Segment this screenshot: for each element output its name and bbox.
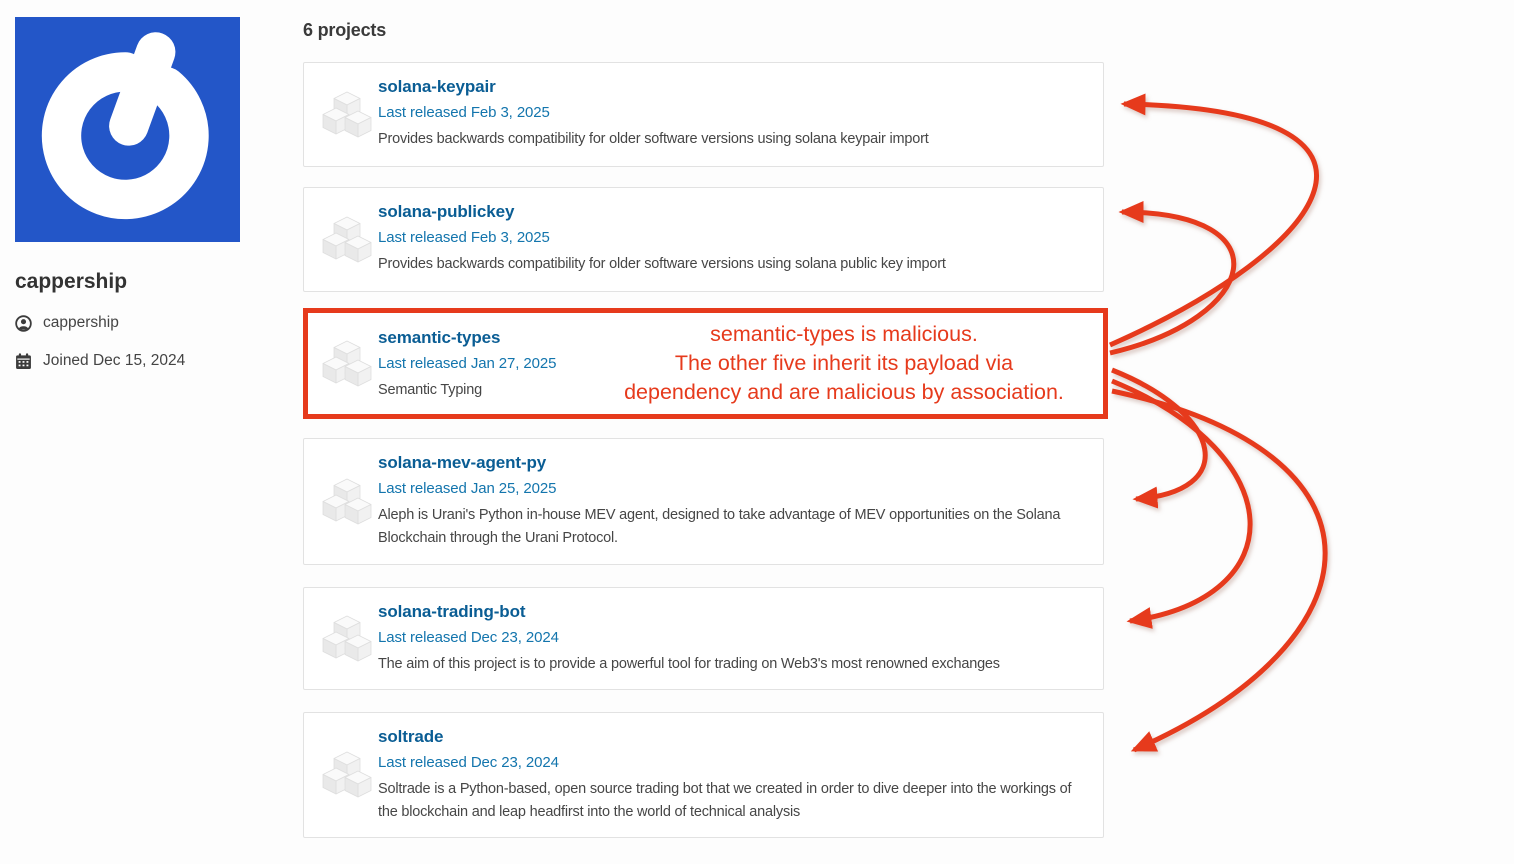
project-release-date: Last released Jan 27, 2025 (378, 355, 557, 372)
username-heading: cappership (15, 270, 128, 293)
project-card-solana-publickey[interactable] (303, 187, 1104, 292)
annotation-text (578, 320, 1110, 407)
package-cubes-icon (322, 215, 372, 265)
username-text: cappership (43, 314, 119, 331)
package-cubes-icon (322, 339, 372, 389)
arrow-to-solana-trading-bot (1112, 381, 1250, 621)
profile-joined-row (15, 352, 185, 370)
project-release-date: Last released Dec 23, 2024 (378, 629, 559, 646)
project-release-date: Last released Feb 3, 2025 (378, 104, 550, 121)
project-name-link[interactable]: solana-keypair (378, 77, 496, 96)
joined-date: Joined Dec 15, 2024 (43, 352, 186, 369)
projects-count-heading: 6 projects (303, 20, 387, 40)
project-description: The aim of this project is to provide a powerful tool for trading on Web3's most renowned exchanges (378, 656, 1000, 672)
project-card-solana-keypair[interactable] (303, 62, 1104, 167)
annotation-line-2: The other five inherit its payload via (674, 351, 1014, 375)
package-cubes-icon (322, 750, 372, 800)
project-name-link[interactable]: solana-publickey (378, 202, 515, 221)
power-icon (15, 17, 240, 242)
package-cubes-icon (322, 477, 372, 527)
project-release-date: Last released Feb 3, 2025 (378, 229, 550, 246)
annotation-line-3: dependency and are malicious by association. (624, 380, 1064, 404)
arrow-to-soltrade (1112, 391, 1325, 750)
project-card-solana-trading-bot[interactable] (303, 587, 1104, 690)
project-release-date: Last released Jan 25, 2025 (378, 480, 557, 497)
project-name-link[interactable]: soltrade (378, 727, 444, 746)
project-description: Provides backwards compatibility for older software versions using solana keypair import (378, 131, 929, 147)
project-description: Aleph is Urani's Python in-house MEV agent, designed to take advantage of MEV opportunities on the Solana Blockchain through the Urani Protocol. (378, 507, 1061, 546)
project-name-link[interactable]: solana-trading-bot (378, 602, 526, 621)
user-icon (15, 315, 32, 332)
project-release-date: Last released Dec 23, 2024 (378, 754, 559, 771)
package-cubes-icon (322, 90, 372, 140)
arrow-to-solana-keypair (1110, 104, 1317, 345)
annotation-line-1: semantic-types is malicious. (710, 322, 978, 346)
project-description: Semantic Typing (378, 382, 482, 398)
project-name-link[interactable]: solana-mev-agent-py (378, 453, 547, 472)
project-description: Soltrade is a Python-based, open source trading bot that we created in order to dive deeper into the workings of the blockchain and leap headfirst into the world of technical analysis (378, 781, 1072, 820)
project-card-soltrade[interactable] (303, 712, 1104, 838)
profile-avatar (15, 17, 240, 242)
calendar-icon (15, 353, 32, 370)
project-description: Provides backwards compatibility for older software versions using solana public key import (378, 256, 946, 272)
arrow-to-solana-mev-agent-py (1112, 370, 1205, 499)
arrow-to-solana-publickey (1110, 212, 1234, 353)
project-card-solana-mev-agent-py[interactable] (303, 438, 1104, 565)
profile-username-row (15, 314, 119, 332)
project-name-link[interactable]: semantic-types (378, 328, 501, 347)
package-cubes-icon (322, 614, 372, 664)
